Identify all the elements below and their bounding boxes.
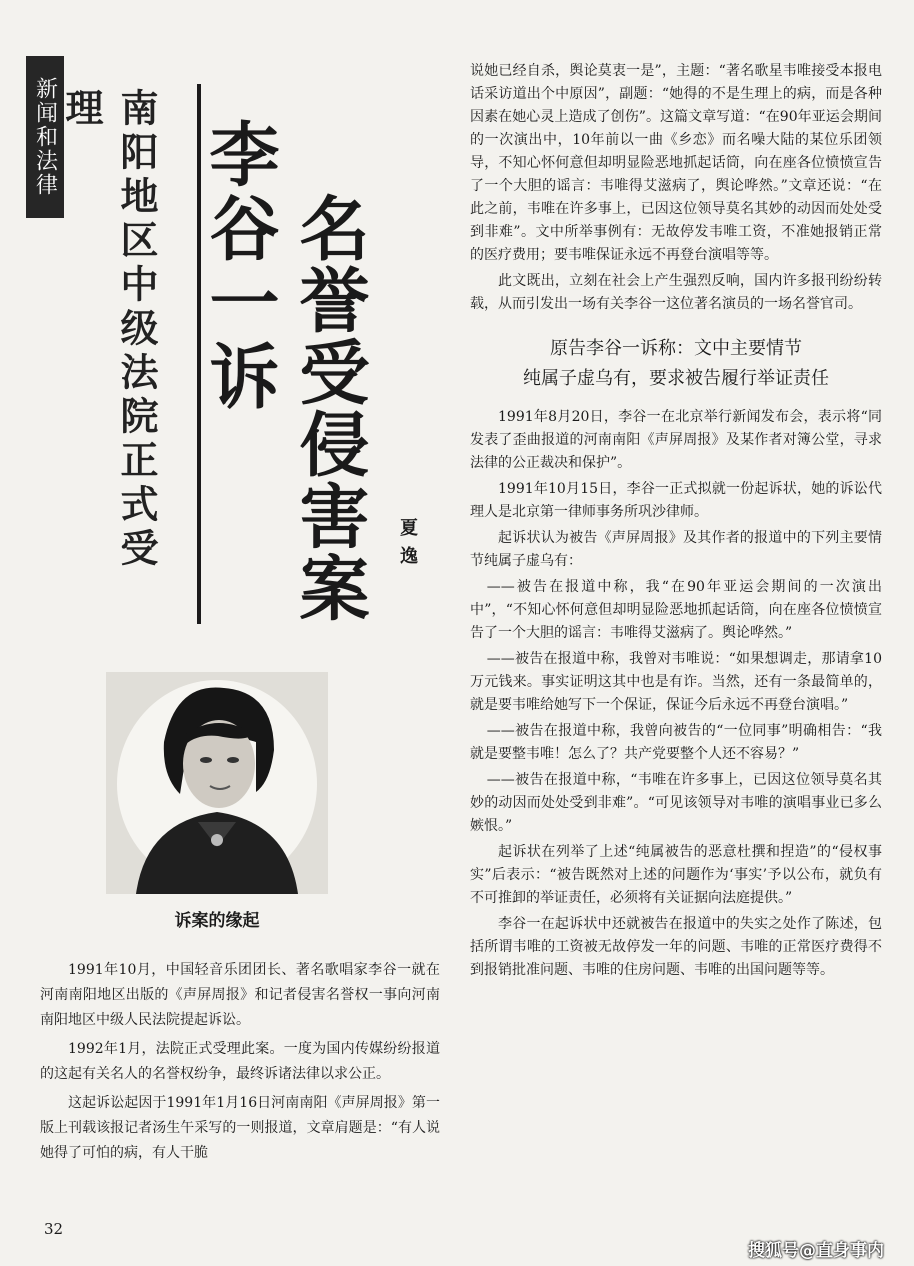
paragraph: 起诉状认为被告《声屏周报》及其作者的报道中的下列主要情节纯属子虚乌有： bbox=[470, 530, 882, 569]
paragraph: 1991年10月15日，李谷一正式拟就一份起诉状，她的诉讼代理人是北京第一律师事务所巩沙律师。 bbox=[470, 481, 882, 520]
paragraph: 1992年1月，法院正式受理此案。一度为国内传媒纷纷报道的这起有关名人的名誉权纷争，最终诉诸法律以求公正。 bbox=[40, 1041, 440, 1082]
page-number: 32 bbox=[44, 1220, 64, 1238]
quoted-paragraph: ——被告在报道中称，我曾向被告的“一位同事”明确相告：“我就是要整韦唯！怎么了？共产党要整个人还不容易？” bbox=[470, 723, 882, 762]
section-tag: 新闻和法律 bbox=[26, 56, 64, 218]
section-heading-line: 纯属子虚乌有，要求被告履行举证责任 bbox=[523, 368, 829, 389]
article-title-line-1: 李谷一诉 bbox=[198, 118, 281, 414]
paragraph: 此文既出，立刻在社会上产生强烈反响，国内许多报刊纷纷转载，从而引发出一场有关李谷一这位著名演员的一场名誉官司。 bbox=[470, 273, 882, 312]
left-column-text bbox=[40, 958, 440, 1170]
section-heading-line: 原告李谷一诉称：文中主要情节 bbox=[550, 338, 802, 359]
paragraph: 1991年10月，中国轻音乐团团长、著名歌唱家李谷一就在河南南阳地区出版的《声屏周报》和记者侵害名誉权一事向河南南阳地区中级人民法院提起诉讼。 bbox=[40, 962, 440, 1028]
quoted-paragraph: ——被告在报道中称，“韦唯在许多事上，已因这位领导莫名其妙的动因而处处受到非难”。“可见该领导对韦唯的演唱事业已多么嫉恨。” bbox=[470, 772, 882, 834]
right-column-text bbox=[470, 60, 882, 985]
quoted-paragraph: ——被告在报道中称，我“在90年亚运会期间的一次演出中”，“不知心怀何意但却明显险恶地抓起话筒，向在座各位愤愤宣告了一个大胆的谣言：韦唯得艾滋病了。舆论哗然。” bbox=[470, 579, 882, 641]
paragraph: 李谷一在起诉状中还就被告在报道中的失实之处作了陈述，包括所谓韦唯的工资被无故停发一年的问题、韦唯的正常医疗费得不到报销批准问题、韦唯的住房问题、韦唯的出国问题等等。 bbox=[470, 916, 882, 978]
paragraph: 这起诉讼起因于1991年1月16日河南南阳《声屏周报》第一版上刊载该报记者汤生午采写的一则报道，文章肩题是：“有人说她得了可怕的病，有人干脆 bbox=[40, 1095, 440, 1161]
section-heading bbox=[470, 334, 882, 394]
photo-caption: 诉案的缘起 bbox=[174, 911, 260, 931]
article-title-line-2: 名誉受侵害案 bbox=[288, 192, 371, 624]
portrait-photo bbox=[106, 672, 328, 894]
paragraph: 起诉状在列举了上述“纯属被告的恶意杜撰和捏造”的“侵权事实”后表示：“被告既然对上述的问题作为‘事实’予以公布，就负有不可推卸的举证责任，必须将有关证据向法庭提供。” bbox=[470, 844, 882, 906]
paragraph: 1991年8月20日，李谷一在北京举行新闻发布会，表示将“同发表了歪曲报道的河南南阳《声屏周报》及某作者对簿公堂，寻求法律的公正裁决和保护”。 bbox=[470, 409, 882, 471]
author-name: 夏逸 bbox=[397, 518, 418, 574]
quoted-paragraph: ——被告在报道中称，我曾对韦唯说：“如果想调走，那请拿10万元钱来。事实证明这其中也是有诈。当然，还有一条最简单的，就是要韦唯给她写下一个保证，保证今后永远不再登台演唱。” bbox=[470, 651, 882, 713]
paragraph: 说她已经自杀，舆论莫衷一是”，主题：“著名歌星韦唯接受本报电话采访道出个中原因”，副题：“她得的不是生理上的病，而是各种因素在她心灵上造成了创伤”。这篇文章写道：“在90年亚运会期间的一次演出中，10年前以一曲《乡恋》而名噪大陆的某位乐团领导，不知心怀何意但却明显险恶地抓起话筒，向在座各位愤愤宣告了一个大胆的谣言：韦唯得艾滋病了，舆论哗然。”文章还说：“在此之前，韦唯在许多事上，已因这位领导莫名其妙的动因而处处受到非难”。文中所举事例有：无故停发韦唯工资，不准她报销正常的医疗费用；要韦唯保证永远不再登台演唱等等。 bbox=[470, 63, 882, 263]
article-subtitle: 南阳地区中级法院正式受理 bbox=[59, 88, 159, 572]
watermark: 搜狐号@直身事内 bbox=[748, 1241, 884, 1261]
portrait-illustration bbox=[106, 672, 328, 894]
